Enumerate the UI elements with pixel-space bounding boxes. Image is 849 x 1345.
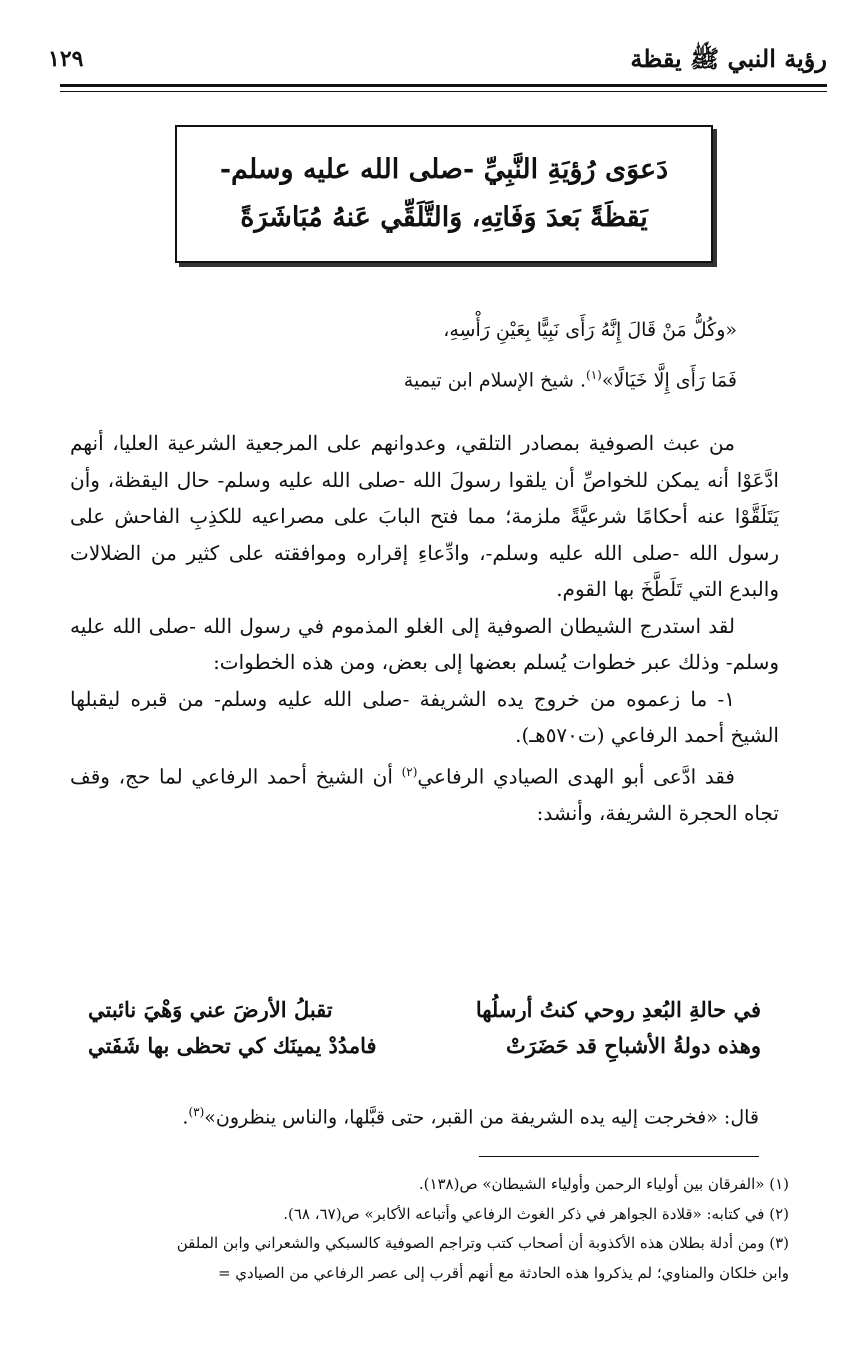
footnote-3-continued: وابن خلكان والمناوي؛ لم يذكروا هذه الحادثة مع أنهم أقرب إلى عصر الرفاعي من الصيادي = [217, 1263, 789, 1282]
header-rule-thin [60, 91, 827, 92]
epigraph [70, 308, 737, 403]
poem-verse-2 [88, 1028, 761, 1064]
paragraph-2: لقد استدرج الشيطان الصوفية إلى الغلو المذموم في رسول الله -صلى الله عليه وسلم- وذلك عبر خطوات يُسلم بعضها إلى بعض، ومن هذه الخطوات: [70, 613, 779, 674]
chapter-title-box [175, 125, 713, 263]
chapter-title-line-2: يَقظَةً بَعدَ وَفَاتِهِ، وَالتَّلَقِّي عَنهُ مُبَاشَرَةً [240, 202, 648, 233]
epigraph-quote: فَمَا رَأَى إِلَّا خَيَالًا» [601, 369, 737, 392]
poem-verse-1-second-hemistich: تقبلُ الأرضَ عني وَهْيَ نائبتي [88, 997, 333, 1022]
footnote-marker-3: (٣) [188, 1105, 205, 1119]
header-rule-thick [60, 84, 827, 87]
poem [88, 992, 761, 1064]
footnote-3: (٣) ومن أدلة بطلان هذه الأكذوبة أن أصحاب كتب وتراجم الصوفية كالسبكي والشعراني وابن الملقن [176, 1234, 789, 1252]
epigraph-attribution: . شيخ الإسلام ابن تيمية [403, 369, 587, 392]
running-title: رؤية النبي ﷺ يقظة [630, 44, 827, 73]
quote-end: . [182, 1106, 189, 1129]
footnote-2: (٢) في كتابه: «قلادة الجواهر في ذكر الغوث الرفاعي وأتباعه الأكابر» ص(٦٧، ٦٨). [283, 1204, 789, 1223]
body-text [70, 425, 779, 831]
paragraph-1: من عبث الصوفية بمصادر التلقي، وعدوانهم على المرجعية الشرعية العليا، أنهم ادَّعَوْا أنه يمكن للخواصِّ أن يلقوا رسولَ الله -صلى الله عليه وسلم- حال اليقظة، وأن يَتَلَقَّوْا عنه أحكامًا شرعيَّةً ملزمة؛ مما فتح البابَ على مصراعيه للكذِبِ الفاحش على رسول الله -صلى الله عليه وسلم-، وادِّعاءِ إقراره وموافقته على كثير من الضلالات والبدع التي تَلَطَّخَ بها القوم. [70, 431, 779, 601]
paragraph-4 [70, 754, 779, 832]
page-number: ١٢٩ [48, 46, 84, 72]
paragraph-4-end: أن الشيخ أحمد الرفاعي لما حج، وقف تجاه الحجرة الشريفة، وأنشد: [70, 764, 779, 825]
chapter-title-line-1: دَعوَى رُؤيَةِ النَّبِيِّ -صلى الله عليه وسلم- [219, 154, 669, 185]
footnote-marker-2: (٢) [401, 764, 418, 779]
paragraph-3: ١- ما زعموه من خروج يده الشريفة -صلى الله عليه وسلم- من قبره ليقبلها الشيخ أحمد الرفاعي (ت٥٧٠هـ). [70, 686, 779, 747]
epigraph-line-2 [70, 353, 737, 403]
quote-text: قال: «فخرجت إليه يده الشريفة من القبر، حتى قبَّلها، والناس ينظرون» [204, 1106, 759, 1129]
poem-verse-1-first-hemistich: في حالةِ البُعدِ روحي كنتُ أرسلُها [475, 997, 761, 1022]
footnotes [30, 1170, 789, 1288]
footnote-marker-1: (١) [586, 368, 602, 382]
footnote-separator [479, 1156, 759, 1157]
poem-verse-1 [88, 992, 761, 1028]
page-header [22, 40, 827, 80]
paragraph-4-start: فقد ادَّعى أبو الهدى الصيادي الرفاعي [417, 764, 735, 789]
quote-line [90, 1094, 759, 1135]
footnote-1: (١) «الفرقان بين أولياء الرحمن وأولياء الشيطان» ص(١٣٨). [418, 1175, 789, 1193]
epigraph-line-1: «وكُلُّ مَنْ قَالَ إِنَّهُ رَأَى نَبِيًّا بِعَيْنِ رَأْسِهِ، [443, 319, 737, 341]
poem-verse-2-second-hemistich: فامدُدْ يمينَك كي تحظى بها شَفَتي [88, 1033, 377, 1058]
poem-verse-2-first-hemistich: وهذه دولةُ الأشباحِ قد حَضَرَتْ [506, 1033, 761, 1058]
